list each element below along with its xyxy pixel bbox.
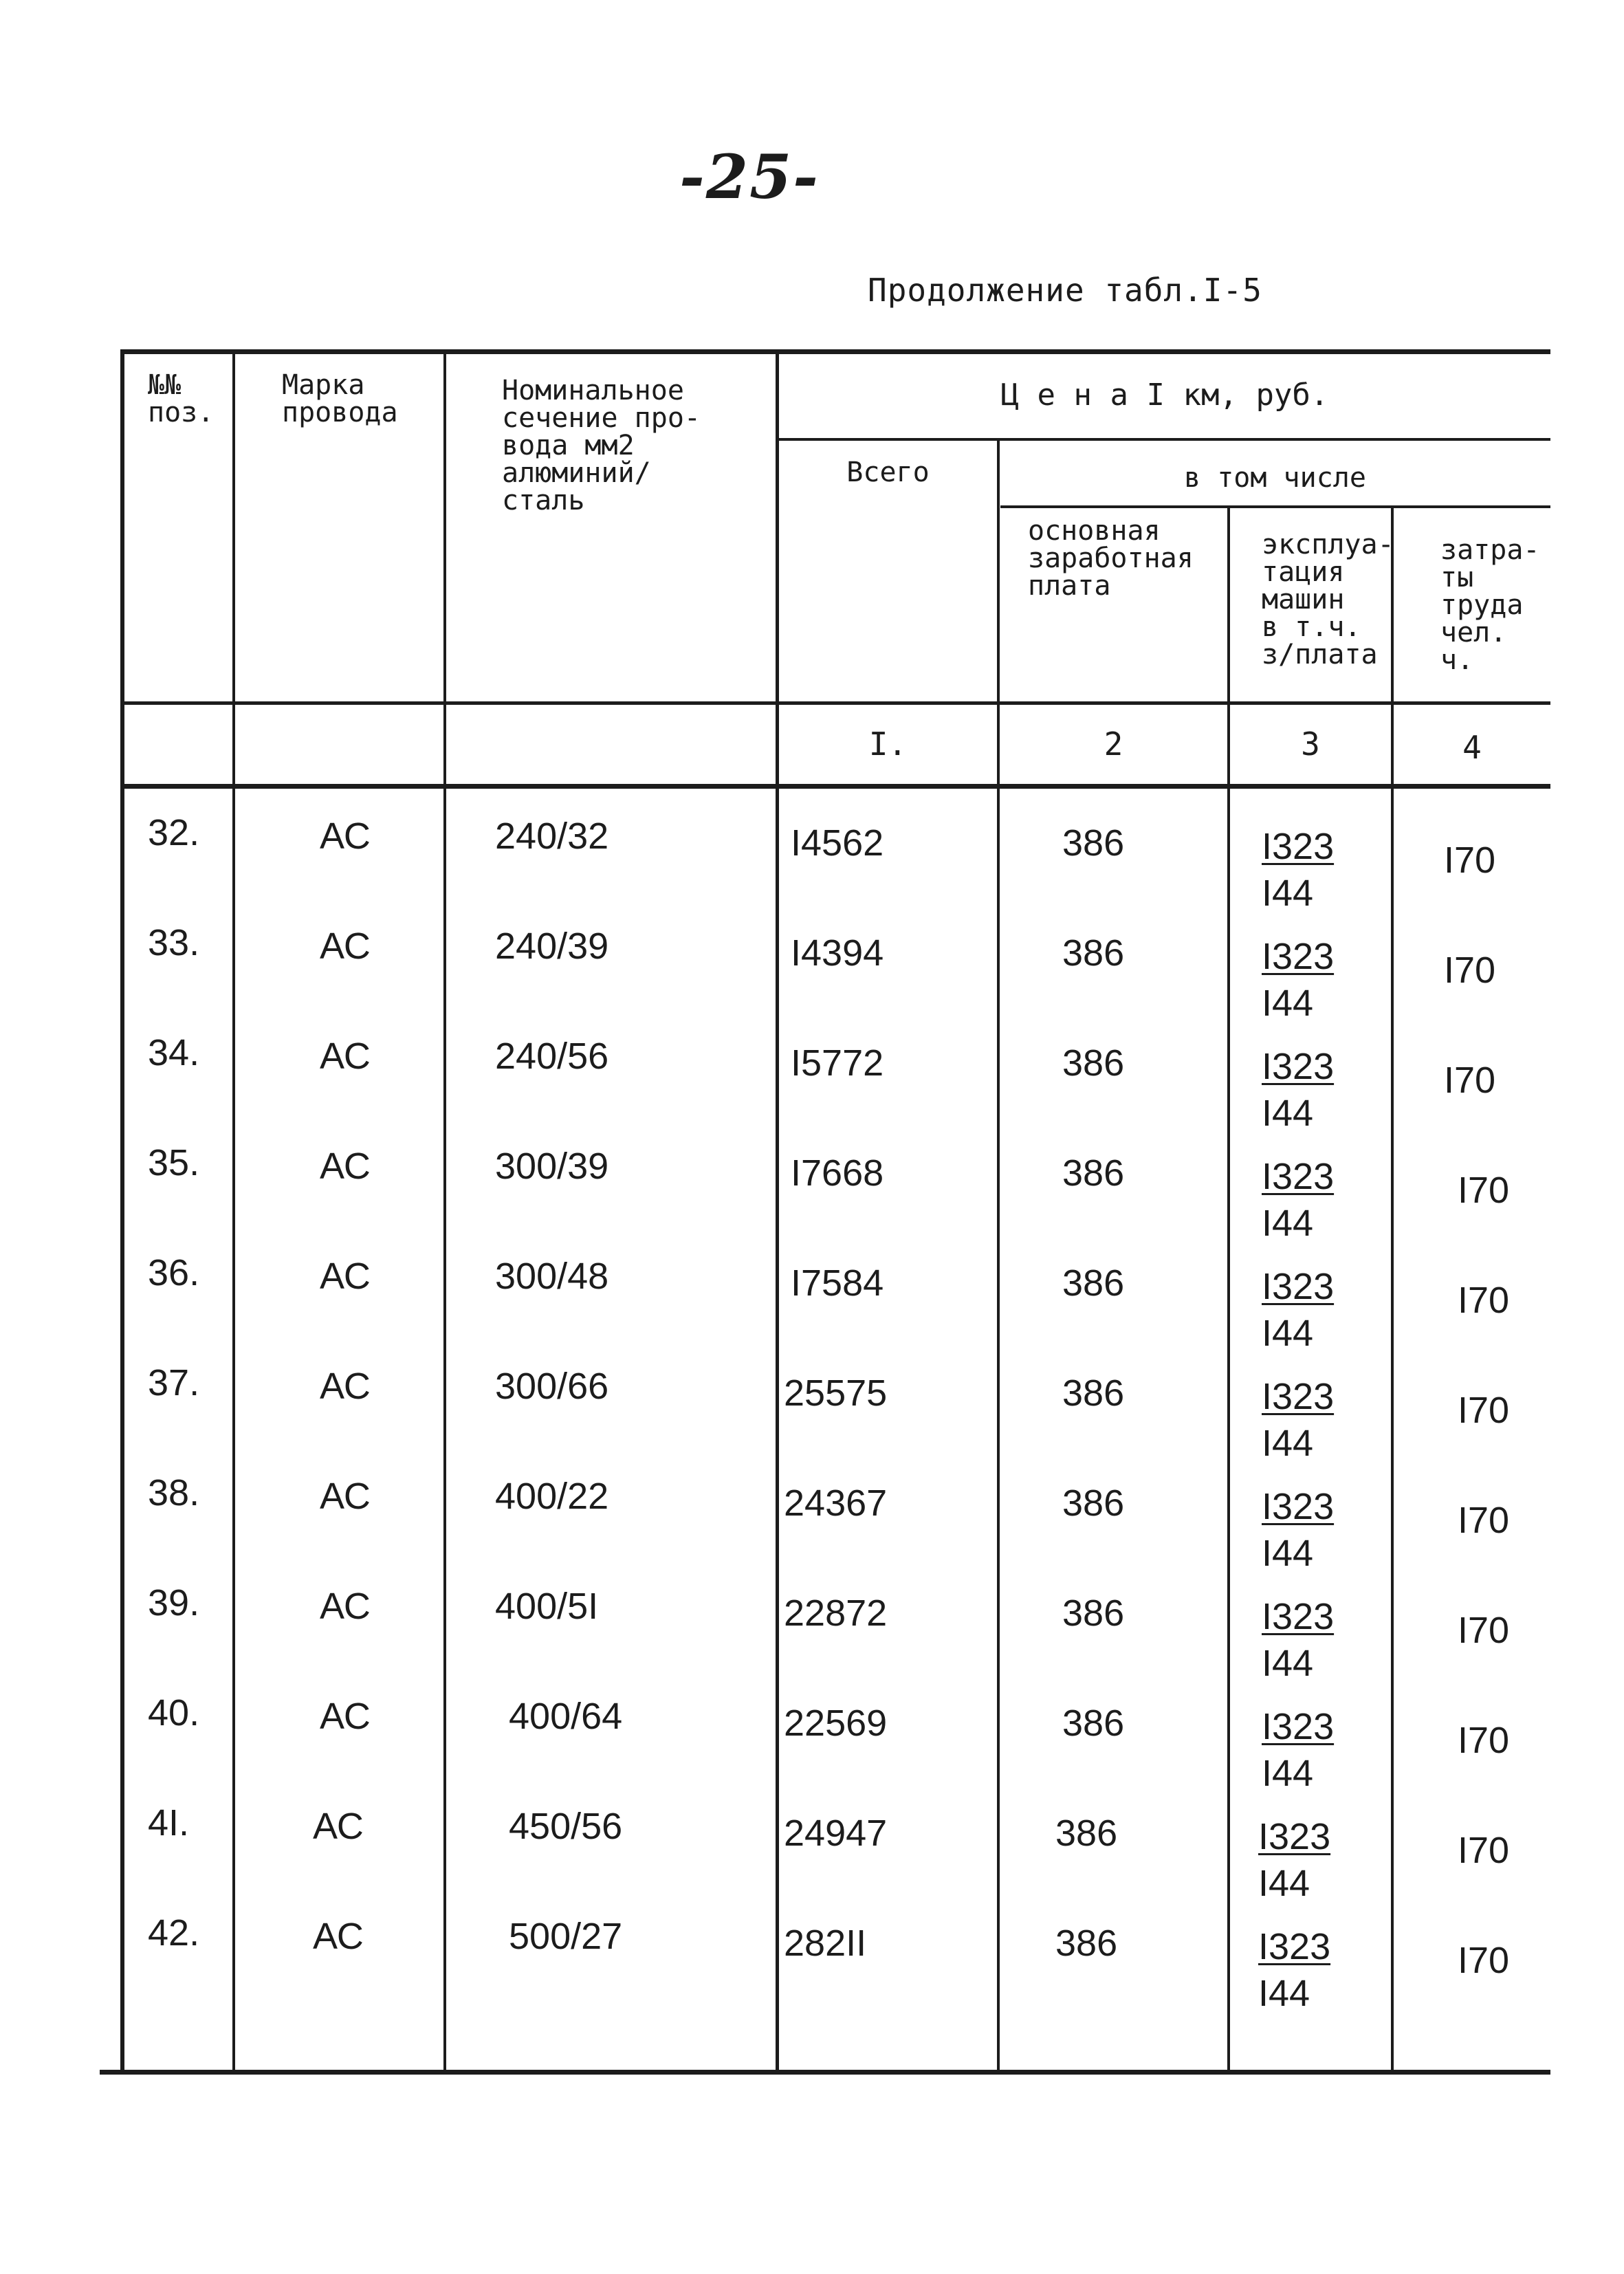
cell-brand: АС [320,1476,371,1517]
cell-brand: АС [320,1586,371,1627]
cell-labor: I70 [1444,950,1496,991]
table-row [0,1141,1624,1258]
cell-machines-salary: I44 [1262,1203,1314,1244]
cell-machines: I323 [1262,1266,1335,1307]
cell-labor: I70 [1458,1390,1510,1431]
cell-section: 300/66 [495,1366,609,1407]
cell-salary: 386 [1062,1483,1125,1524]
cell-machines: I323 [1262,1706,1335,1747]
cell-total: 22569 [784,1703,888,1744]
cell-pos: 32. [148,812,200,853]
table-row [0,1802,1624,1918]
cell-machines: I323 [1262,936,1335,977]
cell-total: I5772 [791,1042,884,1084]
table-row [0,1912,1624,2029]
cell-machines-salary: I44 [1262,1423,1314,1464]
cell-machines: I323 [1262,826,1335,867]
header-section: Номинальное сечение про- вода мм2 алюминий/ сталь [502,375,701,516]
table-row [0,811,1624,928]
cell-total: 24367 [784,1483,888,1524]
cell-machines-salary: I44 [1262,873,1314,914]
cell-pos: 33. [148,922,200,963]
table-caption: Продолжение табл.I-5 [868,272,1262,309]
header-total: Всего [846,457,930,488]
cell-pos: 4I. [148,1802,190,1844]
cell-pos: 37. [148,1362,200,1403]
cell-brand: АС [313,1916,364,1957]
cell-total: 25575 [784,1373,888,1414]
cell-salary: 386 [1055,1813,1118,1854]
cell-section: 400/64 [509,1696,623,1737]
cell-pos: 42. [148,1912,200,1954]
cell-section: 450/56 [509,1806,623,1847]
cell-pos: 40. [148,1692,200,1734]
table-row [0,921,1624,1038]
table-row [0,1582,1624,1698]
cell-labor: I70 [1458,1610,1510,1651]
cell-machines-salary: I44 [1262,1533,1314,1574]
cell-section: 240/56 [495,1036,609,1077]
header-including: в том числе [1184,462,1366,494]
cell-salary: 386 [1062,822,1125,864]
cell-machines: I323 [1262,1486,1335,1527]
cell-machines: I323 [1262,1156,1335,1197]
cell-salary: 386 [1062,1152,1125,1194]
cell-brand: АС [320,926,371,967]
cell-total: I4562 [791,822,884,864]
cell-labor: I70 [1458,1280,1510,1321]
page-number: -25- [679,141,820,212]
column-number-2: 2 [1104,725,1123,763]
table-row [0,1031,1624,1148]
cell-brand: АС [313,1806,364,1847]
cell-section: 240/39 [495,926,609,967]
header-brand: Марка провода [282,369,398,428]
table-row [0,1472,1624,1588]
cell-labor: I70 [1458,1830,1510,1871]
cell-brand: АС [320,1366,371,1407]
cell-machines-salary: I44 [1262,983,1314,1024]
cell-brand: АС [320,1696,371,1737]
cell-salary: 386 [1062,1262,1125,1304]
header-pos: №№ поз. [148,369,215,428]
cell-salary: 386 [1055,1923,1118,1964]
column-number-4: 4 [1462,729,1482,766]
cell-labor: I70 [1458,1170,1510,1211]
cell-brand: АС [320,1146,371,1187]
cell-machines-salary: I44 [1262,1313,1314,1354]
cell-total: 282II [784,1923,867,1964]
cell-pos: 38. [148,1472,200,1513]
cell-pos: 35. [148,1142,200,1183]
column-number-1: I. [868,725,908,763]
cell-salary: 386 [1062,1593,1125,1634]
cell-salary: 386 [1062,1703,1125,1744]
cell-machines: I323 [1262,1596,1335,1637]
cell-total: I4394 [791,932,884,974]
cell-labor: I70 [1444,1060,1496,1101]
cell-salary: 386 [1062,1373,1125,1414]
cell-section: 400/5I [495,1586,599,1627]
cell-section: 300/39 [495,1146,609,1187]
cell-machines-salary: I44 [1262,1093,1314,1134]
cell-labor: I70 [1458,1720,1510,1761]
header-machines: эксплуа- тация машин в т.ч. з/плата [1262,529,1394,670]
cell-pos: 34. [148,1032,200,1073]
table-row [0,1251,1624,1368]
cell-pos: 39. [148,1582,200,1623]
cell-section: 300/48 [495,1256,609,1297]
cell-brand: АС [320,816,371,857]
cell-labor: I70 [1444,840,1496,881]
cell-machines-salary: I44 [1262,1753,1314,1794]
table-row [0,1362,1624,1478]
cell-section: 400/22 [495,1476,609,1517]
cell-machines-salary: I44 [1258,1973,1310,2014]
cell-machines: I323 [1258,1816,1331,1857]
header-price: Ц е н а I км, руб. [1000,378,1329,413]
header-salary: основная заработная плата [1028,515,1194,602]
cell-machines-salary: I44 [1258,1863,1310,1904]
cell-labor: I70 [1458,1940,1510,1981]
cell-salary: 386 [1062,1042,1125,1084]
cell-machines: I323 [1262,1046,1335,1087]
cell-total: I7668 [791,1152,884,1194]
column-number-3: 3 [1301,725,1320,763]
cell-total: 24947 [784,1813,888,1854]
cell-section: 500/27 [509,1916,623,1957]
cell-brand: АС [320,1256,371,1297]
cell-machines: I323 [1262,1376,1335,1417]
cell-machines: I323 [1258,1926,1331,1967]
cell-pos: 36. [148,1252,200,1293]
cell-brand: АС [320,1036,371,1077]
cell-salary: 386 [1062,932,1125,974]
table-row [0,1692,1624,1808]
cell-section: 240/32 [495,816,609,857]
cell-total: 22872 [784,1593,888,1634]
header-labor: затра- ты труда чел. ч. [1440,534,1540,676]
cell-labor: I70 [1458,1500,1510,1541]
cell-total: I7584 [791,1262,884,1304]
cell-machines-salary: I44 [1262,1643,1314,1684]
